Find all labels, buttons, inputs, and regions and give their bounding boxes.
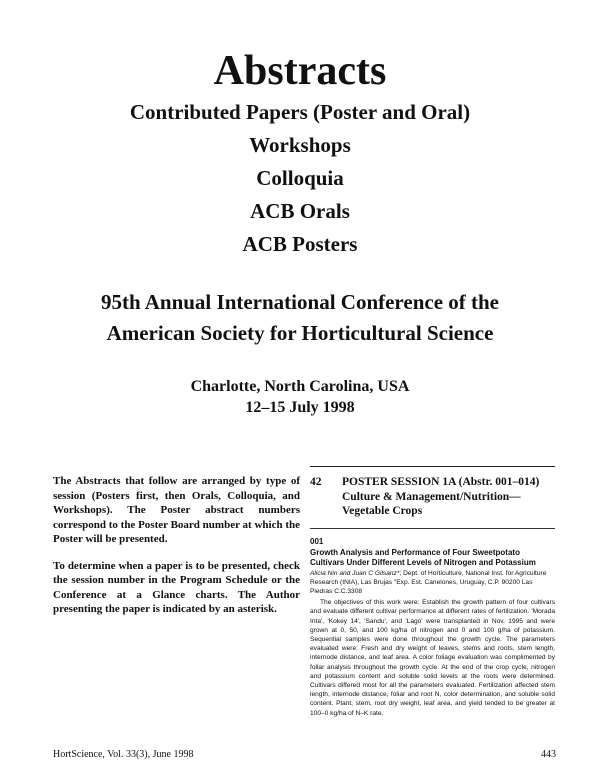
abstract-column <box>310 466 555 718</box>
intro-paragraph-1: The Abstracts that follow are arranged by type of session (Posters first, then Orals, Colloquia, and Workshops). The Poster abstract numbers correspond to the Poster Board number at which the Poster will be presented. <box>53 475 300 545</box>
section-type-list <box>0 96 600 261</box>
abstract-title: Growth Analysis and Performance of Four Sweetpotato Cultivars Under Different Levels of Nitrogen and Potassium <box>310 547 536 567</box>
subtitle-workshops: Workshops <box>249 133 351 157</box>
subtitle-contributed-papers: Contributed Papers (Poster and Oral) <box>129 100 471 124</box>
conference-location: Charlotte, North Carolina, USA <box>190 378 410 395</box>
author-names: Alicia Nin and Juan C Gilsanz* <box>310 569 400 577</box>
abstract-number: 001 <box>310 536 324 546</box>
session-title-line-3: Vegetable Crops <box>342 505 423 517</box>
abstract-body: The objectives of this work were: Establish the growth pattern of four cultivars and evaluate different cultivar performance at different rates of fertilization. 'Morada Inta', 'Kokey 14', 'Sandu', and 'Lago' were transplanted in Nov. 1995 and were grown at 0, 50, and 100 kg/ha of nitrogen and 0 and 100 g/ha of potassium. Sequential samples were done throughout the growth cycle. The parameters evaluated were: Fresh and dry weight of leaves, stems and roots, stem length, internode distance, and leaf area. A color foliage evaluation was complimented by foliar analysis throughout the growth cycle. At the end of the crop cycle, nitrogen and potassium content and soluble solid levels at the roots were determined. Cultivars differed most for all the parameters evaluated. Fertilization affected stem length, internode distance, foliar and root N, color determination, and soluble solid content. Plant, stem, root dry weight, leaf area, and yield tended to be greater at 100–0 kg/ha of N–K rate. <box>310 599 555 717</box>
session-bottom-rule <box>310 528 555 529</box>
subtitle-acb-orals: ACB Orals <box>250 199 350 223</box>
author-affiliation: ; Dept. of Horticulture, National Inst. for Agriculture Research (INIA), Las Brujas "Exp. Est. Canelones, Uruguay, C.P. 90200 Las Piedras C.C.3308 <box>310 569 547 595</box>
conference-location-block <box>0 376 600 418</box>
intro-paragraph-2: To determine when a paper is to be presented, check the session number in the Program Schedule or the Conference at a Glance charts. The Author presenting the paper is indicated by an asterisk. <box>53 559 300 615</box>
page-number: 443 <box>541 749 556 760</box>
conference-name <box>0 287 600 349</box>
subtitle-acb-posters: ACB Posters <box>242 232 358 256</box>
session-title-line-1: POSTER SESSION 1A (Abstr. 001–014) <box>342 476 540 488</box>
journal-citation: HortScience, Vol. 33(3), June 1998 <box>53 749 194 760</box>
session-number: 42 <box>310 476 322 488</box>
abstract-authors <box>310 569 555 597</box>
conference-line-1: 95th Annual International Conference of the <box>100 290 500 314</box>
conference-line-2: American Society for Horticultural Science <box>106 321 494 345</box>
intro-column <box>53 474 300 629</box>
session-title <box>342 475 555 519</box>
session-heading <box>310 475 555 519</box>
conference-dates: 12–15 July 1998 <box>245 399 355 416</box>
subtitle-colloquia: Colloquia <box>256 166 344 190</box>
session-top-rule <box>310 466 555 467</box>
session-title-line-2: Culture & Management/Nutrition— <box>342 490 521 503</box>
page-title: Abstracts <box>213 48 387 94</box>
